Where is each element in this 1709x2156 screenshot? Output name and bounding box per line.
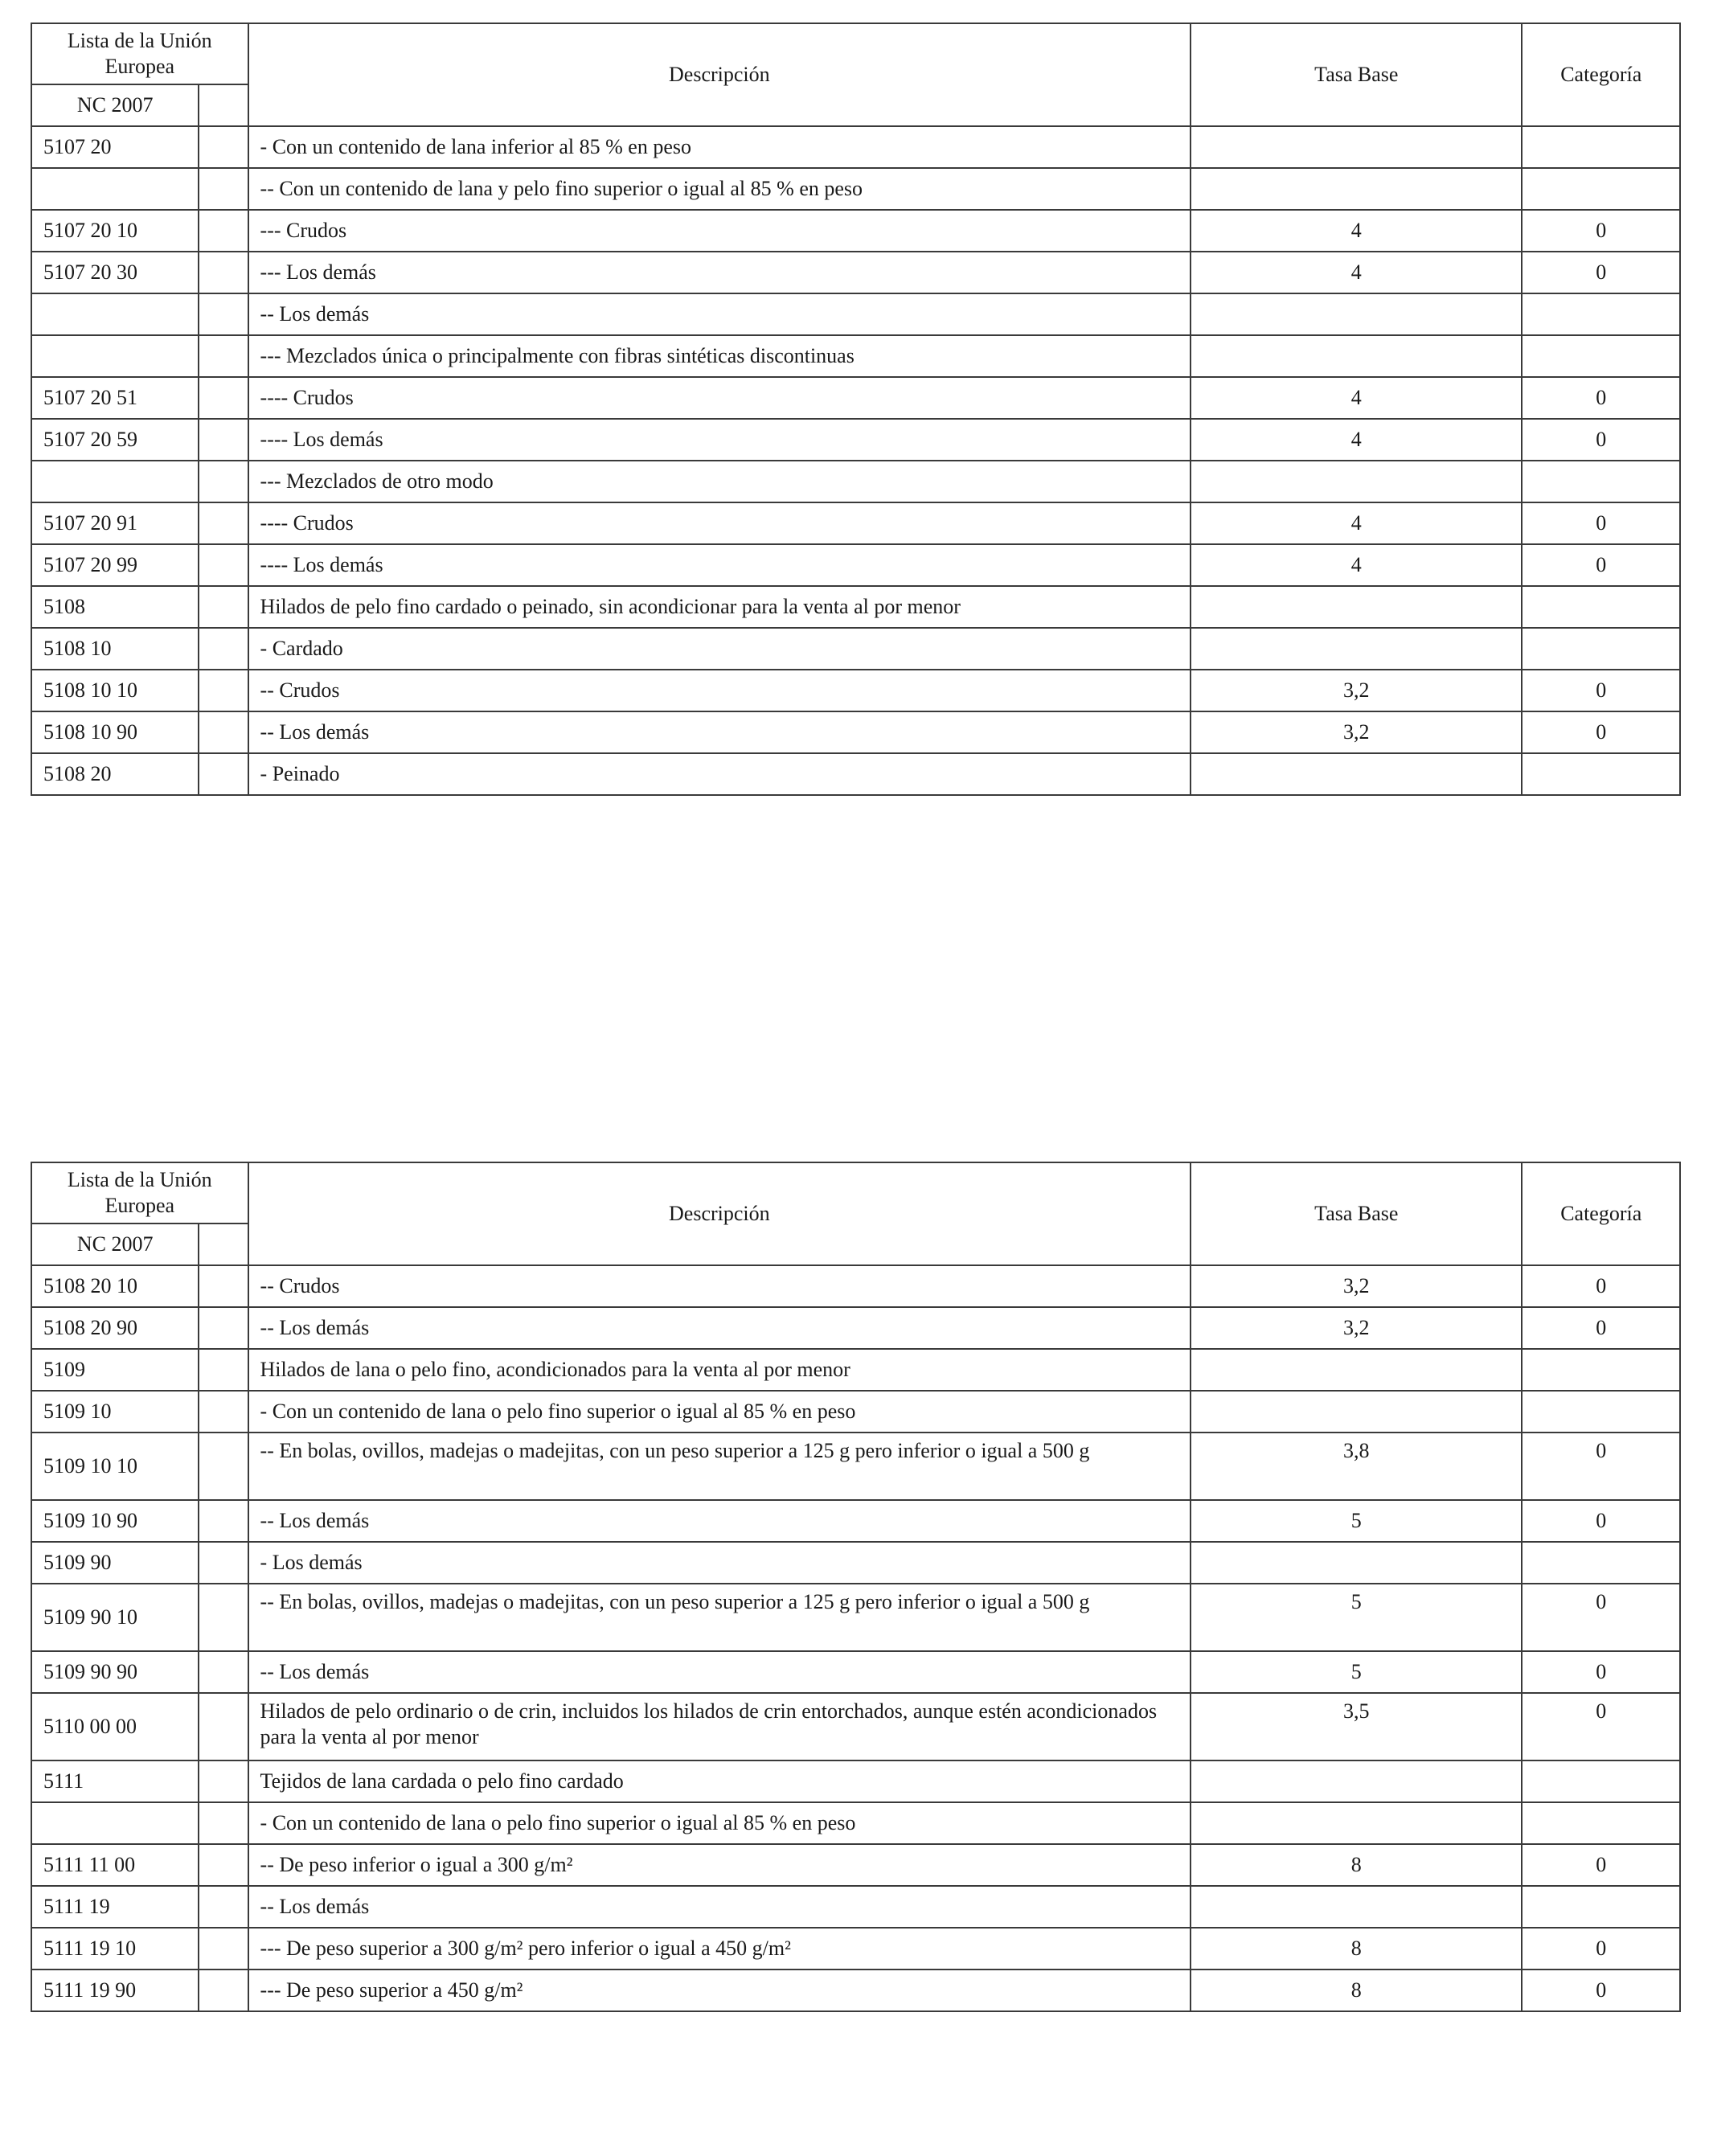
table-row <box>31 419 1680 461</box>
description-cell: --- Mezclados de otro modo <box>248 461 1191 502</box>
table-row <box>31 210 1680 252</box>
table-row <box>31 502 1680 544</box>
category-cell <box>1522 1391 1680 1433</box>
nc-code-cell: 5108 20 <box>31 753 199 795</box>
base-rate-cell: 8 <box>1191 1970 1522 2011</box>
nc-code-cell: 5109 90 10 <box>31 1584 199 1651</box>
nc-code-cell <box>31 461 199 502</box>
description-cell: Tejidos de lana cardada o pelo fino cardado <box>248 1760 1191 1802</box>
description-cell: ---- Crudos <box>248 377 1191 419</box>
nc-code-cell: 5107 20 91 <box>31 502 199 544</box>
blank-cell <box>199 461 248 502</box>
base-rate-cell: 5 <box>1191 1651 1522 1693</box>
nc-code-cell: 5109 <box>31 1349 199 1391</box>
category-cell: 0 <box>1522 670 1680 711</box>
category-cell <box>1522 1542 1680 1584</box>
blank-cell <box>199 419 248 461</box>
base-rate-cell: 8 <box>1191 1844 1522 1886</box>
base-rate-cell <box>1191 1886 1522 1928</box>
table-row <box>31 1970 1680 2011</box>
description-cell: - Con un contenido de lana o pelo fino superior o igual al 85 % en peso <box>248 1391 1191 1433</box>
nc-code-cell: 5108 20 10 <box>31 1265 199 1307</box>
base-rate-cell <box>1191 1542 1522 1584</box>
table-row <box>31 586 1680 628</box>
category-cell <box>1522 1886 1680 1928</box>
header-blank-cell <box>199 1224 248 1265</box>
base-rate-cell <box>1191 461 1522 502</box>
table-row <box>31 1802 1680 1844</box>
base-rate-cell: 3,2 <box>1191 670 1522 711</box>
base-rate-cell: 5 <box>1191 1500 1522 1542</box>
blank-cell <box>199 502 248 544</box>
category-cell: 0 <box>1522 1970 1680 2011</box>
header-nc-2007: NC 2007 <box>31 84 199 126</box>
table-row <box>31 293 1680 335</box>
blank-cell <box>199 1500 248 1542</box>
nc-code-cell <box>31 293 199 335</box>
category-cell: 0 <box>1522 502 1680 544</box>
table-row <box>31 1500 1680 1542</box>
blank-cell <box>199 1433 248 1500</box>
base-rate-cell: 3,5 <box>1191 1693 1522 1760</box>
table-2-body <box>31 1265 1680 2011</box>
description-cell: --- Los demás <box>248 252 1191 293</box>
table-row <box>31 1391 1680 1433</box>
nc-code-cell: 5110 00 00 <box>31 1693 199 1760</box>
nc-code-cell: 5107 20 30 <box>31 252 199 293</box>
blank-cell <box>199 711 248 753</box>
table-row <box>31 670 1680 711</box>
header-nc-2007: NC 2007 <box>31 1224 199 1265</box>
description-cell: - Los demás <box>248 1542 1191 1584</box>
nc-code-cell <box>31 168 199 210</box>
table-1-body <box>31 126 1680 795</box>
description-cell: -- Con un contenido de lana y pelo fino superior o igual al 85 % en peso <box>248 168 1191 210</box>
category-cell <box>1522 461 1680 502</box>
nc-code-cell: 5107 20 10 <box>31 210 199 252</box>
base-rate-cell <box>1191 1760 1522 1802</box>
blank-cell <box>199 335 248 377</box>
category-cell: 0 <box>1522 1651 1680 1693</box>
table-row <box>31 1584 1680 1651</box>
description-cell: -- Los demás <box>248 293 1191 335</box>
description-cell: -- De peso inferior o igual a 300 g/m² <box>248 1844 1191 1886</box>
blank-cell <box>199 1307 248 1349</box>
header-category: Categoría <box>1522 1162 1680 1265</box>
nc-code-cell: 5107 20 51 <box>31 377 199 419</box>
blank-cell <box>199 1349 248 1391</box>
description-cell: -- En bolas, ovillos, madejas o madejitas, con un peso superior a 125 g pero inferior o igual a 500 g <box>248 1584 1191 1651</box>
table-row <box>31 544 1680 586</box>
nc-code-cell: 5109 10 90 <box>31 1500 199 1542</box>
header-blank-cell <box>199 84 248 126</box>
description-cell: Hilados de pelo fino cardado o peinado, sin acondicionar para la venta al por menor <box>248 586 1191 628</box>
category-cell: 0 <box>1522 252 1680 293</box>
table-row <box>31 711 1680 753</box>
blank-cell <box>199 1391 248 1433</box>
table-row <box>31 1886 1680 1928</box>
category-cell <box>1522 628 1680 670</box>
base-rate-cell <box>1191 753 1522 795</box>
category-cell: 0 <box>1522 544 1680 586</box>
nc-code-cell: 5111 19 90 <box>31 1970 199 2011</box>
blank-cell <box>199 293 248 335</box>
description-cell: -- Los demás <box>248 711 1191 753</box>
description-cell: -- Crudos <box>248 670 1191 711</box>
nc-code-cell: 5109 90 90 <box>31 1651 199 1693</box>
description-cell: --- De peso superior a 450 g/m² <box>248 1970 1191 2011</box>
base-rate-cell: 3,2 <box>1191 1307 1522 1349</box>
base-rate-cell: 4 <box>1191 377 1522 419</box>
table-row <box>31 126 1680 168</box>
category-cell: 0 <box>1522 210 1680 252</box>
category-cell <box>1522 1760 1680 1802</box>
nc-code-cell: 5109 10 <box>31 1391 199 1433</box>
blank-cell <box>199 1970 248 2011</box>
base-rate-cell <box>1191 586 1522 628</box>
nc-code-cell: 5111 19 <box>31 1886 199 1928</box>
tariff-table-1 <box>31 23 1681 796</box>
description-cell: -- Los demás <box>248 1651 1191 1693</box>
category-cell: 0 <box>1522 1307 1680 1349</box>
nc-code-cell: 5111 <box>31 1760 199 1802</box>
description-cell: -- Los demás <box>248 1886 1191 1928</box>
category-cell <box>1522 753 1680 795</box>
blank-cell <box>199 544 248 586</box>
table-row <box>31 168 1680 210</box>
table-row <box>31 1651 1680 1693</box>
description-cell: - Con un contenido de lana inferior al 85 % en peso <box>248 126 1191 168</box>
category-cell: 0 <box>1522 1928 1680 1970</box>
table-row <box>31 1307 1680 1349</box>
description-cell: --- Mezclados única o principalmente con fibras sintéticas discontinuas <box>248 335 1191 377</box>
blank-cell <box>199 168 248 210</box>
base-rate-cell <box>1191 126 1522 168</box>
description-cell: ---- Crudos <box>248 502 1191 544</box>
nc-code-cell: 5111 11 00 <box>31 1844 199 1886</box>
category-cell: 0 <box>1522 419 1680 461</box>
table-row <box>31 1844 1680 1886</box>
base-rate-cell <box>1191 168 1522 210</box>
base-rate-cell <box>1191 628 1522 670</box>
description-cell: Hilados de pelo ordinario o de crin, incluidos los hilados de crin entorchados, aunque estén acondicionados para la venta al por menor <box>248 1693 1191 1760</box>
category-cell <box>1522 335 1680 377</box>
category-cell: 0 <box>1522 1584 1680 1651</box>
nc-code-cell: 5109 90 <box>31 1542 199 1584</box>
table-row <box>31 1349 1680 1391</box>
base-rate-cell: 5 <box>1191 1584 1522 1651</box>
nc-code-cell: 5108 20 90 <box>31 1307 199 1349</box>
base-rate-cell: 4 <box>1191 210 1522 252</box>
category-cell <box>1522 293 1680 335</box>
base-rate-cell <box>1191 293 1522 335</box>
description-cell: -- Crudos <box>248 1265 1191 1307</box>
nc-code-cell: 5107 20 <box>31 126 199 168</box>
header-description: Descripción <box>248 23 1191 126</box>
category-cell: 0 <box>1522 1500 1680 1542</box>
table-row <box>31 335 1680 377</box>
base-rate-cell <box>1191 1391 1522 1433</box>
table-row <box>31 628 1680 670</box>
category-cell: 0 <box>1522 1693 1680 1760</box>
blank-cell <box>199 670 248 711</box>
blank-cell <box>199 1760 248 1802</box>
tariff-table-2 <box>31 1162 1681 2012</box>
header-description: Descripción <box>248 1162 1191 1265</box>
category-cell: 0 <box>1522 377 1680 419</box>
base-rate-cell: 4 <box>1191 544 1522 586</box>
base-rate-cell <box>1191 335 1522 377</box>
nc-code-cell: 5108 10 <box>31 628 199 670</box>
blank-cell <box>199 1651 248 1693</box>
description-cell: - Con un contenido de lana o pelo fino superior o igual al 85 % en peso <box>248 1802 1191 1844</box>
table-row <box>31 1760 1680 1802</box>
nc-code-cell <box>31 335 199 377</box>
blank-cell <box>199 252 248 293</box>
nc-code-cell: 5108 <box>31 586 199 628</box>
nc-code-cell: 5108 10 90 <box>31 711 199 753</box>
category-cell <box>1522 168 1680 210</box>
description-cell: -- Los demás <box>248 1307 1191 1349</box>
category-cell <box>1522 1802 1680 1844</box>
blank-cell <box>199 1693 248 1760</box>
table-row <box>31 377 1680 419</box>
nc-code-cell <box>31 1802 199 1844</box>
base-rate-cell <box>1191 1802 1522 1844</box>
header-category: Categoría <box>1522 23 1680 126</box>
category-cell: 0 <box>1522 1433 1680 1500</box>
nc-code-cell: 5111 19 10 <box>31 1928 199 1970</box>
table-row <box>31 1542 1680 1584</box>
base-rate-cell <box>1191 1349 1522 1391</box>
description-cell: ---- Los demás <box>248 544 1191 586</box>
blank-cell <box>199 126 248 168</box>
blank-cell <box>199 1886 248 1928</box>
category-cell: 0 <box>1522 1844 1680 1886</box>
base-rate-cell: 8 <box>1191 1928 1522 1970</box>
header-eu-list: Lista de la Unión Europea <box>31 1162 248 1224</box>
blank-cell <box>199 1928 248 1970</box>
table-row <box>31 1265 1680 1307</box>
base-rate-cell: 3,2 <box>1191 711 1522 753</box>
blank-cell <box>199 1844 248 1886</box>
category-cell <box>1522 1349 1680 1391</box>
nc-code-cell: 5108 10 10 <box>31 670 199 711</box>
blank-cell <box>199 586 248 628</box>
nc-code-cell: 5107 20 99 <box>31 544 199 586</box>
description-cell: --- De peso superior a 300 g/m² pero inferior o igual a 450 g/m² <box>248 1928 1191 1970</box>
description-cell: -- Los demás <box>248 1500 1191 1542</box>
category-cell <box>1522 126 1680 168</box>
header-base-rate: Tasa Base <box>1191 1162 1522 1265</box>
blank-cell <box>199 1802 248 1844</box>
base-rate-cell: 3,2 <box>1191 1265 1522 1307</box>
blank-cell <box>199 1265 248 1307</box>
table-row <box>31 1693 1680 1760</box>
table-row <box>31 461 1680 502</box>
description-cell: --- Crudos <box>248 210 1191 252</box>
category-cell: 0 <box>1522 1265 1680 1307</box>
description-cell: ---- Los demás <box>248 419 1191 461</box>
description-cell: - Cardado <box>248 628 1191 670</box>
blank-cell <box>199 1542 248 1584</box>
description-cell: Hilados de lana o pelo fino, acondicionados para la venta al por menor <box>248 1349 1191 1391</box>
table-row <box>31 252 1680 293</box>
blank-cell <box>199 377 248 419</box>
header-eu-list: Lista de la Unión Europea <box>31 23 248 84</box>
blank-cell <box>199 628 248 670</box>
nc-code-cell: 5107 20 59 <box>31 419 199 461</box>
header-base-rate: Tasa Base <box>1191 23 1522 126</box>
nc-code-cell: 5109 10 10 <box>31 1433 199 1500</box>
blank-cell <box>199 1584 248 1651</box>
blank-cell <box>199 753 248 795</box>
table-row <box>31 1433 1680 1500</box>
table-row <box>31 1928 1680 1970</box>
category-cell <box>1522 586 1680 628</box>
description-cell: -- En bolas, ovillos, madejas o madejitas, con un peso superior a 125 g pero inferior o igual a 500 g <box>248 1433 1191 1500</box>
base-rate-cell: 4 <box>1191 419 1522 461</box>
base-rate-cell: 4 <box>1191 502 1522 544</box>
blank-cell <box>199 210 248 252</box>
base-rate-cell: 4 <box>1191 252 1522 293</box>
category-cell: 0 <box>1522 711 1680 753</box>
description-cell: - Peinado <box>248 753 1191 795</box>
table-row <box>31 753 1680 795</box>
base-rate-cell: 3,8 <box>1191 1433 1522 1500</box>
